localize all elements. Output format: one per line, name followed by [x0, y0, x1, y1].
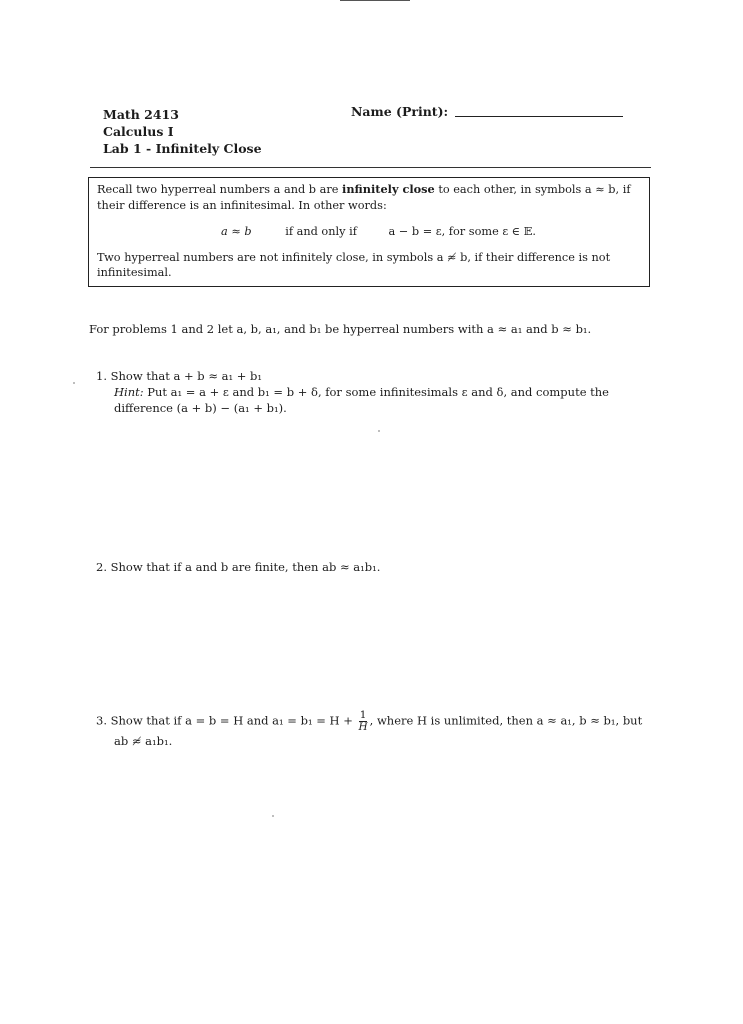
scan-speck	[73, 382, 75, 384]
problem-statement-continued: ab ≉ a₁b₁.	[114, 734, 173, 748]
name-label: Name (Print):	[351, 104, 449, 119]
definition-paragraph: Recall two hyperreal numbers a and b are infinitely close to each other, in symbols a ≈ b, if their difference is an infinitesimal. In other words:	[97, 182, 631, 212]
scan-speck	[272, 815, 274, 817]
not-close-paragraph: Two hyperreal numbers are not infinitely close, in symbols a ≉ b, if their difference is not infinitesimal.	[97, 250, 611, 279]
name-write-line	[455, 116, 623, 117]
course-number: Math 2413	[103, 107, 179, 122]
problem-2	[96, 559, 380, 575]
problem-statement: Show that a + b ≈ a₁ + b₁	[110, 369, 263, 383]
definition-equation: a ≈ b if and only if a − b = ε, for some ε ∈ 𝔼.	[221, 225, 536, 238]
problem-number: 2.	[96, 560, 107, 574]
scan-edge-mark	[340, 0, 410, 1]
hint-text: Put a₁ = a + ε and b₁ = b + δ, for some infinitesimals ε and δ, and compute the difference (a + b) − (a₁ + b₁).	[114, 385, 609, 415]
problem-statement: Show that if a = b = H and a₁ = b₁ = H +	[110, 713, 353, 728]
definition-box	[88, 177, 650, 287]
hint-label: Hint:	[114, 385, 144, 399]
problem-3: 3. Show that if a = b = H and a₁ = b₁ = H + $\frac{1}{H}$ , where H is unlimited, then a ≈ a₁, b ≈ b₁, but ab ≉ a₁b₁.	[96, 709, 643, 748]
problem-statement: Show that if a and b are finite, then ab ≈ a₁b₁.	[110, 560, 381, 574]
course-subject: Calculus I	[103, 124, 174, 139]
problem-1	[96, 368, 644, 416]
problem-number: 3.	[96, 713, 107, 728]
header-divider	[90, 167, 651, 168]
definition-term: infinitely close	[342, 182, 435, 196]
fraction-one-over-h: $\frac{1}{H}$	[358, 709, 368, 733]
lab-title: Lab 1 - Infinitely Close	[103, 141, 262, 156]
scan-speck	[378, 430, 380, 432]
problem-number: 1.	[96, 369, 107, 383]
problems-intro: For problems 1 and 2 let a, b, a₁, and b₁ be hyperreal numbers with a ≈ a₁ and b ≈ b₁.	[89, 322, 592, 336]
header-course-info	[103, 106, 262, 157]
